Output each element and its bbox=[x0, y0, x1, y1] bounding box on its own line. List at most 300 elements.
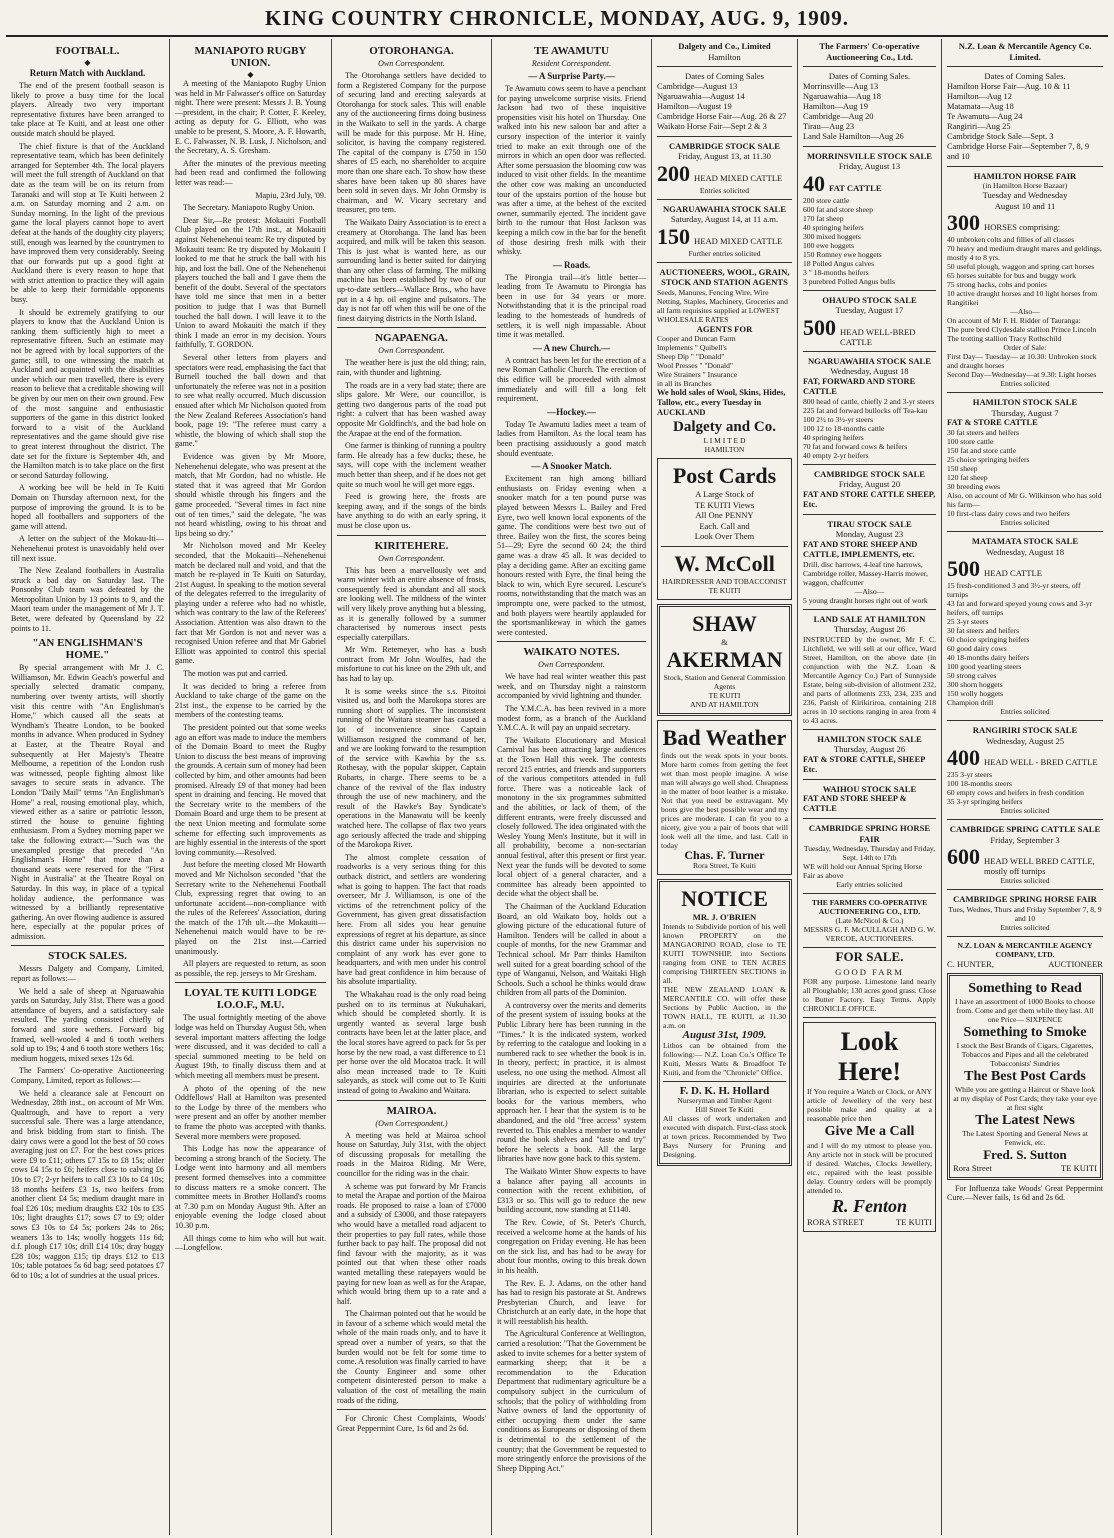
paragraph: A meeting was held at Mairoa school house on Saturday, July 31st, with the object of discussing proposals for metalling the roads in the Mairoa Riding. Mr Were, councillor for the riding was in the chair. bbox=[337, 1130, 486, 1178]
stock-sales-heading: STOCK SALES. bbox=[48, 950, 127, 963]
paragraph: The usual fortnightly meeting of the above lodge was held on Thursday August 5th, when several important matters affecting the lodge were discussed, and it was decided to call a special summoned meeting to be held on August 19th, to finally discuss them and at which meeting all members must be present. bbox=[175, 1013, 326, 1080]
paragraph: The Waikato Elocutionary and Musical Carnival has been attracting large audiences at the Town Hall this week. The contests record 215 entries, and friends and supporters of the various competitors attended in full force. There was a noticeable lack of monotony in the six programmes submitted and the abilities, or lack of them, of the different entrants, were freely discussed and closely followed. The idea originated with the Wesley Young Men's Institute, but it will in all probability, become a non-sectarian annual festival, after this present or first year. Next year the funds will be devoted to some local object of a general character, and a committee has already been appointed to decide what the object shall be. bbox=[497, 735, 646, 899]
subheading: — A Surprise Party.— bbox=[528, 71, 615, 81]
paragraph: Mapiu, 23rd July, '09. bbox=[255, 190, 326, 200]
paragraph: Messrs Dalgety and Company, Limited, report as follows:— bbox=[11, 964, 164, 984]
date-item: Tirau—Aug 23 bbox=[803, 121, 855, 131]
paragraph: The Farmers' Co-operative Auctioneering Company, Limited, report as follows:— bbox=[11, 1066, 164, 1085]
head-item: HEAD MIXED CATTLE bbox=[694, 235, 783, 246]
ad-call: Give Me a Call bbox=[824, 1124, 915, 1139]
head-count: 500 bbox=[947, 556, 980, 581]
dates-list bbox=[803, 82, 936, 142]
sale-date: Friday, August 20 bbox=[838, 479, 901, 489]
sale-title: CAMBRIDGE STOCK SALE bbox=[813, 468, 926, 479]
sutton-ad bbox=[947, 973, 1103, 1180]
paragraph: A letter on the subject of the Mokau-Iti—Nehenehenui protest is unavoidably held over till next issue. bbox=[11, 534, 164, 563]
subheading: —Hockey.— bbox=[547, 406, 596, 417]
sale-list bbox=[947, 581, 1103, 707]
head-item: FAT CATTLE bbox=[829, 182, 882, 193]
dates-title: Dates of Coming Sales. bbox=[984, 71, 1066, 81]
sale-title: HAMILTON STOCK SALE bbox=[817, 733, 922, 744]
head-item: HEAD CATTLE bbox=[984, 568, 1042, 578]
sale-body: INSTRUCTED by the owner, Mr F. C. Litchfield, we will sell at our office, Ward Street, Hamilton, on the above date (in conjunction with the N.Z. Loan & Mercantile Agency Co.) Part of Sunnyside Estate, being sub-division of allotment 232, and parts of allotments 233, 234, 235 and 236, Parish of Kirikiriroa, containing 218 acres in 10 sections ranging in area from 4 to 43 acres. bbox=[803, 634, 936, 725]
head-count: 40 bbox=[803, 170, 825, 196]
list-item: 100 good yearling steers bbox=[947, 662, 1022, 671]
sale-title: MORRINSVILLE STOCK SALE bbox=[807, 150, 932, 161]
ad-title: Bad Weather bbox=[662, 725, 787, 750]
date-item: Hamilton—August 19 bbox=[657, 101, 732, 111]
paragraph: The Agricultural Conference at Wellington, carried a resolution: "That the Government be asked to invite schemes for a better system of earmarking sheep; that it be a recommendation to the Education Department that rudimentary agriculture be a compulsory subject in the curriculum of schools; that the policy of withholding from Native owners of land the opportunity of either occupying them under the same conditions as Europeans or disposing of them is detrimental to the settlement of the country; that the Government be requested to more stringently enforce the provisions of the Sheep Dipping Act." bbox=[497, 1329, 646, 1473]
paragraph: A controversy over the merits and demerits of the present system of issuing books at the Public Library here has been running in the "Times." It is the indicated system, worked by referring to the catalogue and looking in a numbered rack to see whether the book is in. In theory, perfect; in practice, it is almost useless, no one using the method. Almost all inquiries are directed at the unfortunate librarian, who is expected to select suitable books for the various members, who approach her. I hear that the system is to be abandoned, and the old "free access" system reverted to. This enables a member to wander round the book shelves and "taste and try" before he selects a book. All the large libraries have now gone back to this system. bbox=[497, 1000, 646, 1164]
entries-note: Entries solicited bbox=[1000, 707, 1050, 716]
ad-body: I stock the Best Brands of Cigars, Cigarettes, Tobaccos and Pipes and all the celebrated Tobacconists' Sundries bbox=[956, 1040, 1094, 1068]
paragraph: Mr Wm. Retemeyer, who has a bush contract from Mr John Woulfes, had the misfortune to cut his knee on the 29th ult, and has had to lay up. bbox=[337, 645, 486, 684]
sale-title: CAMBRIDGE SPRING HORSE FAIR bbox=[953, 894, 1097, 904]
sale-item: FAT AND STORE SHEEP AND CATTLE, IMPLEMENTS, etc. bbox=[803, 539, 918, 559]
list-item: 70 heavy and medium draught mares and geldings, mostly 4 to 8 yrs. bbox=[947, 244, 1102, 262]
farmers-coop-footer: THE FARMERS CO-OPERATIVE AUCTIONEERING CO., LTD. bbox=[811, 898, 928, 916]
date-item: Cambridge Horse Fair—September 7, 8, 9 and 10 bbox=[947, 141, 1090, 161]
date-item: Cambridge—August 13 bbox=[657, 81, 738, 91]
ad-line: TE KUITI Views bbox=[694, 499, 755, 510]
paragraph: The end of the present football season is likely to prove a busy time for the local players. Already two very important representative fixtures have been arranged to take place at Te Kuiti, and at least one other outside match should be played. bbox=[11, 81, 164, 138]
sale-date: Thursday, August 26 bbox=[833, 624, 906, 634]
sale-headline bbox=[947, 211, 1103, 235]
dalgety-title: Dalgety and Co., Limited bbox=[678, 41, 771, 51]
mccoll-name: W. McColl bbox=[674, 550, 775, 576]
sale-date: Thursday, August 26 bbox=[833, 744, 906, 754]
agents-list bbox=[657, 334, 792, 388]
date-item: Waikato Horse Fair—Sept 2 & 3 bbox=[657, 121, 767, 131]
sale-body: Also, on account of Mr G. Wilkinson who has sold his farm— bbox=[947, 491, 1102, 509]
list-item: 235 3-yr steers bbox=[947, 770, 993, 779]
list-item: 300 shorn hoggets bbox=[947, 680, 1003, 689]
auctioneer-role: AUCTIONEER bbox=[1048, 958, 1103, 969]
ad-title: Post Cards bbox=[672, 463, 777, 488]
agent-item: Sheep Dip " "Donald" bbox=[657, 352, 725, 361]
sale-date: Saturday, August 14, at 11 a.m. bbox=[670, 214, 779, 224]
columns bbox=[6, 39, 1108, 1535]
paragraph: For Influenza take Woods' Great Peppermint Cure.—Never fails, 1s 6d and 2s 6d. bbox=[947, 1183, 1103, 1203]
correspondent-label: (Own Correspondent.) bbox=[375, 1118, 448, 1128]
date-item: Rangiriri—Aug 25 bbox=[947, 121, 1011, 131]
list-item: 150 Romney ewe hoggets bbox=[803, 249, 882, 259]
auctioneers-body: Seeds, Manures, Fencing Wire, Wire Netting, Staples, Machinery, Groceries and all farm requisites supplied at LOWEST WHOLESALE RATES bbox=[657, 287, 788, 324]
shaw-trade: Stock, Station and General Commission Agents bbox=[663, 673, 786, 691]
sale-body: Drill, disc harrows, 4-leaf tine harrows, Cambridge roller, Massey-Harris mower, waggon, chaffcutter bbox=[803, 559, 928, 587]
list-item: 50 useful plough, waggon and spring cart horses bbox=[947, 262, 1095, 271]
sale-item: FAT AND STORE CATTLE SHEEP, Etc. bbox=[803, 489, 936, 509]
ad-title: Something to Read bbox=[968, 980, 1082, 996]
ad-body: If You require a Watch or Clock, or ANY article of Jewellery of the very best possible make and quality at a reasonable price then bbox=[807, 1087, 932, 1123]
list-item: 10 active draught horses and 10 light horses from Rangitikei bbox=[947, 289, 1098, 307]
paragraph: All things come to him who will but wait.—Longfellow. bbox=[175, 1233, 326, 1253]
list-item: 150 sheep bbox=[947, 464, 978, 473]
sale-title: WAIHOU STOCK SALE bbox=[822, 783, 917, 794]
list-item: 43 fat and forward speyed young cows and 3-yr heifers, off turnips bbox=[947, 599, 1093, 617]
auctioneer-line bbox=[947, 959, 1103, 969]
kiritehere-heading: KIRITEHERE. bbox=[374, 539, 449, 552]
list-item: 40 springing heifers bbox=[803, 222, 864, 232]
hollard-name: F. D. K. H. Hollard bbox=[679, 1084, 770, 1097]
list-item: 40 18-months dairy heifers bbox=[947, 653, 1030, 662]
dalgety-place: Hamilton bbox=[708, 51, 741, 62]
sale-date: August 10 and 11 bbox=[994, 200, 1056, 211]
list-item: 60 choice springing heifers bbox=[947, 635, 1030, 644]
paragraph: It should be extremely gratifying to our players to know that the Auckland Union is ranking them sufficiently high to meet a representative fifteen. Such an estimate may not be agreed with by local supporters of the game; still, to one witnessing the match at Auckland and acquainted with the disabilities under which our men travelled, there is every reason to believe that a creditable showing will be given by our men on their own ground. Few of the most sanguine and enthusiastic supporters of the game in this district looked forward to a visit of the Auckland representatives and the game should give rise to great interest throughout the district. The date set for the fixture is September 4th, and the Hamilton match is to take place on the first or second Saturday following. bbox=[11, 307, 164, 480]
hollard-body: All classes of work undertaken and executed with dispatch. First-class stock at town prices. Recommended by Two Bays Nursery for Pruning and Designing. bbox=[663, 1114, 786, 1159]
list-item: 600 fat and store sheep bbox=[803, 204, 874, 214]
sale-date: Tues, Wednes, Thurs and Friday September 7, 8, 9 and 10 bbox=[948, 904, 1102, 923]
sale-title: NGARUAWAHIA STOCK SALE bbox=[662, 203, 787, 214]
ad-body: The Latest Sporting and General News at Fenwick, etc. bbox=[962, 1128, 1088, 1147]
date-item: Hamilton—Aug 12 bbox=[947, 91, 1012, 101]
list-item: 75 strong hacks, cobs and ponies bbox=[947, 280, 1047, 289]
head-item: HEAD MIXED CATTLE bbox=[694, 172, 783, 183]
sale-body: WE will hold our Annual Spring Horse Fair as above bbox=[803, 862, 922, 880]
ad-line: A Large Stock of bbox=[695, 489, 754, 499]
list-item: 30 fat steers and heifers bbox=[947, 428, 1020, 437]
sale-headline bbox=[947, 845, 1103, 876]
list-item: 3 " 18-months heifers bbox=[803, 267, 869, 277]
paragraph: The weather here is just the old thing; rain, rain, with thunder and lightning. bbox=[337, 358, 486, 378]
sale-title: NGARUAWAHIA STOCK SALE bbox=[807, 355, 932, 366]
column-4 bbox=[492, 39, 652, 1535]
agent-item: Implements " Quibell's bbox=[657, 343, 727, 352]
place: TE KUITI bbox=[1060, 1162, 1097, 1173]
paragraph: All players are requested to return, as soon as possible, the rep. jerseys to Mr Gresham. bbox=[175, 959, 326, 978]
head-count: 500 bbox=[803, 314, 836, 340]
also-label: —Also— bbox=[1010, 307, 1040, 316]
list-item: 100 18-months steers bbox=[947, 779, 1012, 788]
hollard-trade: Nurseryman and Timber Agent bbox=[677, 1096, 772, 1105]
date-item: Morrinsville—Aug 13 bbox=[803, 81, 879, 91]
paragraph: The Chairman of the Auckland Education Board, an old Waikato boy, holds out a glowing picture of the educational future of Hamilton. Tenders will be called in about a couple of months, for the new Grammar and Technical school. Mr Parr thinks Hamilton well suited for a great boarding school of the type of Wanganui, Nelson, and Waitaki High Schools. Such a school he thinks would draw children from all parts of the Dominion. bbox=[497, 901, 646, 998]
auctioneers-title: AUCTIONEERS, WOOL, GRAIN, STOCK AND STATION AGENTS bbox=[659, 266, 790, 287]
ad-title: Look Here! bbox=[837, 1027, 902, 1086]
ad-body: finds out the weak spots in your boots. More harm comes from getting the feet wet than most people imagine. A wise man will always go well shod. Cheapness in the matter of boot leather is a mistake. Not that you need be extravagant. My boots give the best possible wear and my prices are moderate. I can fit you to a nicety, give you a pair of boots that will look well all the time, and last. Call in today bbox=[661, 751, 788, 850]
list-item: 225 fat and forward bullocks off Tea-kau bbox=[803, 405, 928, 415]
sale-headline bbox=[657, 162, 792, 186]
street: Rora Street bbox=[953, 1162, 992, 1173]
sale-body: The trotting stallion Tracy Rothschild bbox=[947, 334, 1062, 343]
street: RORA STREET bbox=[807, 1217, 865, 1227]
agent-item: in all its Branches bbox=[657, 379, 712, 388]
paragraph: After the minutes of the previous meeting had been read and confirmed the following letter was read:— bbox=[175, 158, 326, 187]
head-count: 150 bbox=[657, 223, 690, 249]
date-item: Hamilton Horse Fair—Aug. 10 & 11 bbox=[947, 81, 1071, 91]
sale-list bbox=[947, 428, 1103, 491]
ad-address bbox=[953, 1163, 1097, 1173]
bad-weather-ad bbox=[657, 720, 792, 875]
list-item: 170 fat sheep bbox=[803, 213, 844, 223]
sale-body: 10 first-class dairy cows and two heifers bbox=[947, 509, 1070, 518]
column-6 bbox=[798, 39, 942, 1535]
paragraph: A scheme was put forward by Mr Francis to metal the Arapae and portion of the Mairoa roads. He proposed to raise a loan of £7000 and a subsidy of £3000, and those ratepayers who would have a metalled road adjacent to their properties to pay full rates, while those further back to pay half. The proposal did not find favour with the majority, as it was pointed out that when these other roads wanted metalling these ratepayers would be paying for new loan as well as for the Arapae, which would bring them up to a rate and a half. bbox=[337, 1181, 486, 1306]
order-body: First Day— Tuesday— at 10.30: Unbroken stock and draught horses bbox=[947, 352, 1097, 370]
sale-item: FAT AND STORE SHEEP & CATTLE bbox=[803, 794, 907, 813]
sale-title: LAND SALE AT HAMILTON bbox=[813, 613, 926, 624]
paragraph: Excitement ran high among billiard enthusiasts on Friday evening when a snooker match for a ten pound purse was played between Messrs L. Bailey and Fred Eyre, two well known local exponents of the game. The conditions were best two out of three. Bailey won the first, the scores being 51—29; Eyre the second 60 24; the third game was a draw 45 all. It was decided to play a deciding game. After an exciting game honours rested with Eyre, the final being the black to win, which Eyre secured. Lescure's rooms, notwithstanding that the match was an impromptu one, were packed to the utmost, and both players were heartily applauded for the sportsmanlikeway in which the games were contested. bbox=[497, 474, 646, 637]
notice-body: Intends to Subdivide portion of his well known PROPERTY on the MANGAORINO ROAD, close to TE KUITI TOWNSHIP, into Sections ranging from ONE to TEN ACRES comprising THIRTEEN SECTIONS in all. bbox=[663, 922, 786, 985]
head-count: 600 bbox=[947, 844, 980, 869]
ad-body: and I will do my utmost to please you. Any article not in stock will be procured if desired. Watches, Clocks Jewellery, etc., repaired with the least possible delay. Country orders will be promptly attended to. bbox=[807, 1141, 932, 1195]
sale-date: Monday, August 23 bbox=[835, 529, 904, 539]
mairoa-heading: MAIROA. bbox=[386, 1104, 437, 1117]
sale-item: FAT & STORE CATTLE bbox=[947, 418, 1038, 427]
hollard-address: Hill Street Te Kuiti bbox=[695, 1105, 754, 1114]
correspondent-label: Own Correspondent. bbox=[378, 59, 445, 68]
date-item: Matamata—Aug 18 bbox=[947, 101, 1014, 111]
rugby-union-heading: MANIAPOTO RUGBY UNION. bbox=[194, 45, 307, 69]
list-item: 60 empty cows and heifers in fresh condition bbox=[947, 788, 1084, 797]
sale-date: Thursday, August 7 bbox=[991, 407, 1059, 418]
for-sale-title: FOR SALE. bbox=[835, 949, 904, 964]
paragraph: The Secretary. Maniapoto Rugby Union. bbox=[183, 203, 315, 213]
sale-headline bbox=[803, 172, 936, 196]
list-item: 35 3-yr springing heifers bbox=[947, 797, 1023, 806]
for-sale-sub: GOOD FARM bbox=[835, 966, 904, 977]
date-item: Ngaruawahia—Aug 18 bbox=[803, 91, 881, 101]
sale-body: 5 young draught horses right out of work bbox=[803, 595, 928, 605]
entries-note: Early entries solicited bbox=[836, 880, 903, 889]
list-item: 25 3-yr steers bbox=[947, 617, 989, 626]
sale-date: Wednesday, August 18 bbox=[985, 546, 1065, 557]
list-item: 100 ewe hoggets bbox=[803, 240, 855, 250]
sale-headline bbox=[947, 557, 1103, 581]
entries-note: Entries solicited bbox=[699, 185, 750, 195]
sale-title: CAMBRIDGE STOCK SALE bbox=[668, 140, 781, 151]
also-label: —Also— bbox=[854, 586, 885, 596]
paragraph: We held a sale of sheep at Ngaruawahia yards on Saturday, July 31st. There was a good attendance of buyers, and a satisfactory sale resulted. The yarding consisted chiefly of forward and store wethers. Forward big framed, well-wooled 4 and 6 tooth wethers sold up to 19s; 4 and 6 tooth store wethers 16s; medium hoggets, mixed sexes 12s 6d. bbox=[11, 986, 164, 1063]
place: TE KUITI bbox=[895, 1217, 932, 1227]
list-item: 18 Polled Angus calves bbox=[803, 258, 875, 268]
englishmans-home-heading: "AN ENGLISHMAN'S HOME." bbox=[32, 637, 143, 662]
subheading: — A new Church.— bbox=[532, 342, 611, 353]
paragraph: Just before the meeting closed Mr Howarth moved and Mr Nicholson seconded "that the Secretary write to the Nehenehenui Football Club, expressing regret that owing to an unfortunate accident—non-compliance with the rules of the Referees' Association, during the match of the 17th ult.—the Mokauiti—Nehenehenui match would have to be re-played on the 21st inst.—Carried unanimously. bbox=[175, 860, 326, 956]
paragraph: The New Zealand footballers in Australia struck a bad day on Saturday last. The Ponsonby Club team was defeated by the Metropolitan Union by 13 points to 9, and the Maori team under the management of Mr J. T. Betet, were defeated by Queensland by 22 points to 11. bbox=[11, 566, 164, 633]
sale-body: The pure bred Clydesdale stallion Prince Lincoln bbox=[947, 325, 1097, 334]
paragraph: It was decided to bring a referee from Auckland to take charge of the game on the 21st inst., the expense to be carried by the members of the contesting teams. bbox=[175, 681, 326, 720]
correspondent-label: Resident Correspondent. bbox=[531, 59, 612, 68]
ad-line: All One PENNY bbox=[695, 510, 754, 520]
paragraph: A contract has been let for the erection of a new Roman Catholic Church. The erection of this edifice will be proceeded with almost immediately and will fill a long felt requirement. bbox=[497, 355, 646, 404]
football-subheading: Return Match with Auckland. bbox=[29, 68, 146, 78]
paragraph: A working bee will be held in Te Kuiti Domain on Thursday afternoon next, for the purpose of improving the ground. It is to be hoped all footballers and supporters of the game will attend. bbox=[11, 483, 164, 531]
nz-loan-title: N.Z. Loan & Mercantile Agency Co. Limited. bbox=[958, 41, 1092, 62]
agent-item: Wool Presses " "Donald" bbox=[657, 361, 733, 370]
sale-date: Friday, August 13 bbox=[838, 161, 901, 171]
paragraph: The Rev. Cowie, of St. Peter's Church, received a welcome home at the hands of his congregation on Friday evening. He has been on the sick list, and has had to be away for about four months, owing to this break down in his health. bbox=[497, 1217, 646, 1275]
date-item: Cambridge Horse Fair—Aug. 26 & 27 bbox=[657, 111, 787, 121]
head-count: 300 bbox=[947, 210, 980, 235]
sale-list bbox=[947, 235, 1103, 307]
waikato-notes-heading: WAIKATO NOTES. bbox=[523, 646, 620, 659]
column-7 bbox=[942, 39, 1108, 1535]
paragraph: Evidence was given by Mr Moore, Nehenehenui delegate, who was present at the match, that Mr Gordon, had no whistle. He stated that it was agreed that Mr Gordon should whistle through his fingers and the game proceeded. "Several times in fact nine out of ten times," said the delegate, "he was not heard whistling, owing to his throat and lips being so dry." bbox=[175, 451, 326, 538]
shaw-also: AND AT HAMILTON bbox=[690, 700, 759, 709]
sale-sub: (in Hamilton Horse Bazaar) bbox=[982, 181, 1068, 190]
column-2: MANIAPOTO RUGBY UNION. ◆ A meeting of the Maniapoto Rugby Union was held in Mr Falwasser's office on Saturday night. There were present: Messrs J. B. Young—president, in the chair; P. Cotter, F. Keeley, acting as deputy for G. Elliott, who was unable to be present, S. Moore, A. F. Howarth, E. C. Falwasser, N. B. Lusk, J. Nicholson, and the Secretary, A. S. Gresham. After the minutes of the previous meeting had been read and confirmed the following letter was read:— Mapiu, 23rd July, '09. The Secretary. Maniapoto Rugby Union. Dear Sir,—Re protest: Mokauiti Football Club played on the 17th inst., at Mokauiti against Nehenehenui team: Re try disputed by Mokauiti team: Re try disputed by Mokauiti I looked to me that he struck the ball with his hip, and lost the ball. One of the Nehenehenui players touched the ball and I gave them the benefit of the doubt. Several of the spectators have told me since that men in a better position to judge that I was that Burnell touched the ball down. I will leave it to the Union to award Mokauiti the match if they think I made an error in my decision. Yours faithfully, T. GORDON. Several other letters from players and spectators were read, emphasising the fact that Burnell touched the ball down and that unfortunately the referee was not in a position to see what really occurred. Much discussion ensued after which Mr Nicholson quoted from the New Zealand Referees Association's hand book, page 19: "The referee must carry a whistle, the blowing of which shall stop the game." Evidence was given by Mr Moore, Nehenehenui delegate, who was present at the match, that Mr Gordon, had no whistle. He stated that it was agreed that Mr Gordon should whistle through his fingers and the game proceeded. "Several times in fact nine out of ten times," said the delegate, "he was not heard whistling, owing to his throat and lips being so dry." Mr Nicholson moved and Mr Keeley seconded, that the Mokauiti—Nehenehenui match be declared null and void, and that the match be re-played in Te Kuiti on Saturday, 21st August. In speaking to the motion several of the delegates referred to the irregularity of playing under a referee who had no whistle, which was contrary to the law of the Referees' Association. Attention was also drawn to the fact that Mr Gordon is not and never was a recognised Union referee and that Mr Gabriel Elliott was appointed to control this special game. The motion was put and carried. It was decided to bring a referee from Auckland to take charge of the game on the 21st inst., the expense to be carried by the members of the contesting teams. The president pointed out that some weeks ago an effort was made to induce the members of the Domain Board to meet the Rugby Union to discuss the best means of improving the grounds. A certain sum of money had been collected by him, and other amounts had been promised. Already £9 of that money had been spent in draining and fencing. He moved that the Secretary write to the members of the Domain Board and urge them to be present at the next Union meeting and formulate some scheme for effecting such improvements as are highly essential in the interests of the sport loving community.—Resolved. Just before the meeting closed Mr Howarth moved and Mr Nicholson seconded "that the Secretary write to the Nehenehenui Football Club, expressing regret that owing to an unfortunate accident—non-compliance with the rules of the Referees' Association, during the match of the 17th ult.—the Mokauiti—Nehenehenui match would have to be re-played on the 21st inst.—Carried unanimously. All players are requested to return, as soon as possible, the rep. jerseys to Mr Gresham. LOYAL TE KUITI LODGE I.O.O.F., M.U. The usual fortnightly meeting of the above lodge was held on Thursday August 5th, when several important matters affecting the lodge were discussed, and it was decided to call a special summoned meeting to be held on August 19th, to finally discuss them and at which meeting all members must be present. A photo of the opening of the new Oddfellows' Hall at Hamilton was presented to the Lodge by three of the members who were present and an offer by another member to frame the photo was accepted with thanks. Several more members were proposed. This Lodge has now the appearance of becoming a strong branch of the Society. The Lodge went into harmony and all members present formed themselves into a committee to discuss matters re a smoke concert. The committee meets in Brother Holland's rooms at 7.30 p.m on Monday August 9th. After an enjoyable evening the lodge closed about 10.30 p.m. All things come to him who will but wait.—Longfellow. bbox=[170, 39, 332, 1535]
order-body: Second Day—Wednesday—at 9.30: Light horses bbox=[947, 370, 1097, 379]
correspondent-label: Own Correspondent. bbox=[378, 553, 445, 563]
list-item: 200 store cattle bbox=[803, 195, 850, 205]
paragraph: It is some weeks since the s.s. Pitoitoi visited us, and both the Marokopa stores are running short of supplies. The inconsistent running of the Waitara steamer has caused a lot of inconvenience since Captain Williamson resigned the command of her, and we are looking forward to the resumption of the service with Kawhia by the s.s. Rothesay, with the popular skipper, Captain Robarts, in charge. There seems to be a chance of the revival of the flax industry through the use of new machinery, and the result of the Hawke's Bay Syndicate's operations in the Manawatu will be keenly watched here. The collapse of flax two years ago seriously affected the trade and shipping of the Marokopa River. bbox=[337, 686, 486, 850]
column-5 bbox=[652, 39, 798, 1535]
list-item: 70 fat and forward cows & heifers bbox=[803, 441, 908, 451]
head-item: HORSES comprising: bbox=[984, 222, 1061, 232]
ad-title: The Latest News bbox=[975, 1112, 1075, 1128]
list-item: 15 fresh-conditioned 3 and 3½-yr steers, off turnips bbox=[947, 581, 1081, 599]
paragraph: The roads are in a very bad state; there are slips galore. Mr Were, our councillor, is getting two dangerous parts of the road put right: a culvert that has been washed away opposite Mr Goldfinch's, and the bad hole on the Arapae at the end of the formation. bbox=[337, 380, 486, 438]
list-item: 100 2½ to 3½-yr steers bbox=[803, 414, 874, 424]
dalgety-brand: Dalgety and Co. bbox=[673, 419, 776, 435]
list-item: 800 head of cattle, chiefly 2 and 3-yr steers bbox=[803, 396, 935, 406]
wool-sales-note: We hold sales of Wool, Skins, Hides, Tallow, etc., every Tuesday in AUCKLAND bbox=[657, 388, 786, 417]
head-item: HEAD WELL - BRED CATTLE bbox=[984, 757, 1098, 767]
paragraph: The chief fixture is that of the Auckland representative team, which has been definitely arranged for September 4th. The local players will meet the full strength of Auckland on that date as the team will be on its return from Taranaki and will stop at Te Kuiti between 2 a.m. on Saturday morning and 2 a.m. on Sunday morning. In the light of the previous game the local players cannot hope to avert defeat at the hands of the doughty city players; still, enough was learned by the countrymen to have improved them very considerably. Seeing that our forwards put up a good fight at Auckland there is every reason to hope that with strict attention to practice they will again be able to keep their formidable opponents busy. bbox=[11, 141, 164, 305]
list-item: 300 mixed hoggets bbox=[803, 231, 861, 241]
sale-title: HAMILTON STOCK SALE bbox=[972, 397, 1078, 407]
date-item: Ngaruawahia—August 14 bbox=[657, 91, 745, 101]
sale-date: Wednesday, August 18 bbox=[830, 366, 909, 376]
sale-date: Tuesday, Wednesday, Thursday and Friday, Sept. 14th to 17th bbox=[803, 844, 936, 862]
entries-note: Entries solicited bbox=[1000, 806, 1050, 815]
paragraph: A meeting of the Maniapoto Rugby Union was held in Mr Falwasser's office on Saturday night. There were present: Messrs J. B. Young—president, in the chair; P. Cotter, F. Keeley, acting as deputy for G. Elliott, who was unable to be present, S. Moore, A. F. Howarth, E. C. Falwasser, N. B. Lusk, J. Nicholson, and the Secretary, A. S. Gresham. bbox=[175, 79, 326, 156]
sale-date: Tuesday and Wednesday bbox=[982, 190, 1068, 200]
ad-title: Something to Smoke bbox=[963, 1024, 1087, 1040]
post-cards-ad bbox=[657, 458, 792, 600]
akerman-name: AKERMAN bbox=[666, 647, 783, 672]
paragraph: We held a clearance sale at Fencourt on Wednesday, 28th inst., on account of Mr Wm. Qualtrough, and have to report a very successful sale. There was a large attendance, and brisk bidding from start to finish. The dairy cows were a good lot the best of 50 cows averaging just on £7. For the best cows prices were £9 to £11; others £7 15s to £8 15s; older cows £4 15s to £6; heifers close to calving £6 10s to £7; 2-yr heifers to call £3 10s to £4 10s; 18 months heifers £3 1s, two heifers from another client £4 5s; medium draught mare in foal £26 10s; medium draughts £32 10s to £35 10s; light draughts £17; sows £7 to £9; older sows £3 10s to £4 5s; porkers 24s to 26s; weaners 13s to 14s; woolly hoggets 11s 6d; d.f. plough £17 10s; drill £14 10s; dray buggy £28 10s; waggon £15; tip drays £12 to £13 10s; table potatoes 5s 6d bag; seed potatoes £7 6d to 10s; a lot of sundries at the usual prices. bbox=[11, 1088, 164, 1280]
sale-title: RANGIRIRI STOCK SALE bbox=[972, 725, 1078, 735]
head-item: HEAD WELL-BRED CATTLE bbox=[840, 326, 916, 347]
list-item: 65 horses suitable for bus and buggy work bbox=[947, 271, 1076, 280]
entries-note: Further entries solicited bbox=[688, 248, 761, 258]
sale-title: HAMILTON HORSE FAIR bbox=[973, 170, 1077, 181]
sale-date: Friday, August 13, at 11.30 bbox=[678, 151, 771, 161]
paragraph: The Waikato Dairy Association is to erect a creamery at Otorohanga. The land has been acquired, and milk will be taken this season. This is just what is wanted here, as our surrounding land is better suited for dairying than any other class of farming. The milking machine has been established by two of our up-to-date settlers—Wallace Bros., who have put in a 4 hp. oil engine and pulsators. The day is not far off when this will be one of the finest dairying districts in the North Island. bbox=[337, 217, 486, 323]
list-item: 40 empty 2-yr heifers bbox=[803, 450, 869, 460]
date-item: Land Sale Hamilton—Aug 26 bbox=[803, 131, 904, 141]
te-awamutu-heading: TE AWAMUTU bbox=[534, 45, 609, 57]
paragraph: The president pointed out that some weeks ago an effort was made to induce the members of the Domain Board to meet the Rugby Union to discuss the best means of improving the grounds. A certain sum of money had been collected by him, and other amounts had been promised. Already £9 of that money had been spent in draining and fencing. He moved that the Secretary write to the members of the Domain Board and urge them to be present at the next Union meeting and formulate some scheme for effecting such improvements as are highly essential in the interests of the sport loving community.—Resolved. bbox=[175, 723, 326, 857]
paragraph: The Otorohanga settlers have decided to form a Registered Company for the purpose of securing land and erecting saleyards at Otorohanga for stock sales. This will enable any of the auctioneering firms doing business in the Waikato to sell in the yards. A charge will be made for this purpose. Mr H. Hine, solicitor, is having the company registered. The capital of the company is £750 in 150 shares of £5 each, no shareholder to acquire more than one share each. To show how these shares have been taken up 80 shares have been sold in seven days. Mr John Ormsby is chairman, and W. Vicary secretary and treasurer, pro tem. bbox=[337, 71, 486, 215]
farmers-coop-title: The Farmers' Co-operative Auctioneering Co., Ltd. bbox=[819, 41, 920, 62]
paragraph: We have had real winter weather this past week, and on Thursday night a rainstorm accompanied by vivid lightning and thunder. bbox=[497, 672, 646, 701]
paragraph: The Whakahau road is the only road being pushed on to its terminus at Nukuhakari, which should be completed shortly. It is urgently wanted as several large bush contracts have been let at the latter place, and the local stores have agreed to pack for 5s per horse by the new road, a vast difference to £1 per horse over the old Mocatoa track. It will also mean increased trade to Te Kuiti saleyards, as stock will come out to Te Kuiti instead of going to Awakino and Waitara. bbox=[337, 990, 486, 1095]
head-item: HEAD WELL BRED CATTLE, mostly off turnips bbox=[984, 856, 1095, 876]
otorohanga-heading: OTOROHANGA. bbox=[369, 45, 454, 57]
for-sale-body: FOR any purpose. Limestone land nearly all Ploughable; 130 acres good grass. Close to Butter Factory. Easy Terms. Apply CHRONICLE OFFICE. bbox=[803, 977, 936, 1013]
paragraph: The Waikato Winter Show expects to have a balance after paying all accounts in connection with the recent exhibition, of £313 or so. This will go to reduce the new building account, now standing at £1140. bbox=[497, 1166, 646, 1215]
dates-title: Dates of Coming Sales. bbox=[828, 71, 911, 81]
subheading: — A Snooker Match. bbox=[531, 461, 612, 472]
auctioneer-name: C. HUNTER, bbox=[947, 958, 995, 969]
fenton-name: R. Fenton bbox=[831, 1196, 908, 1216]
paragraph: This has been a marvellously wet and warm winter with an entire absence of frosts, consequently feed is abundant and all stock are looking well. The mildness of the winter will very likely prove anything but a blessing, as it is generally followed by a summer characterised by numerous insect pests especially caterpillars. bbox=[337, 565, 486, 642]
mccoll-place: TE KUITI bbox=[708, 585, 741, 595]
ngapaenga-heading: NGAPAENGA. bbox=[375, 332, 448, 345]
football-heading: FOOTBALL. bbox=[55, 45, 120, 57]
sale-headline bbox=[803, 316, 936, 347]
mccoll-trade: HAIRDRESSER AND TOBACCONIST bbox=[662, 576, 787, 586]
notice-ad bbox=[657, 879, 792, 1167]
ad-line: Each. Call and bbox=[699, 520, 750, 531]
correspondent-label: Own Correspondent. bbox=[538, 660, 605, 670]
list-item: 100 store cattle bbox=[947, 437, 994, 446]
sale-headline bbox=[657, 225, 792, 249]
notice-body: THE NEW ZEALAND LOAN & MERCANTILE CO. will offer these Sections by Public Auction, in the TOWN HALL, TE KUITI, at 11.30 a.m. on bbox=[663, 985, 786, 1030]
list-item: 25 choice springing heifers bbox=[947, 455, 1030, 464]
head-count: 200 bbox=[657, 160, 690, 186]
list-item: 50 strong calves bbox=[947, 671, 997, 680]
paragraph: The Y.M.C.A. has been revived in a more modest form, as a branch of the Auckland Y.M.C.A. It will pay an unpaid secretary. bbox=[497, 704, 646, 733]
paragraph: The Chairman pointed out that he would be in favour of a scheme which would metal the whole of the main roads only, and to have it spread over a number of years, so that the burden would not be felt for some time to come. A resolution was finally carried to have the County Engineer and some other competent disinterested person to make a valuation of the cost of metalling the main roads of the riding. bbox=[337, 1309, 486, 1405]
shaw-place: TE KUITI bbox=[708, 691, 741, 700]
paragraph: Mr Nicholson moved and Mr Keeley seconded, that the Mokauiti—Nehenehenui match be declared null and void, and that the match be re-played in Te Kuiti on Saturday, 21st August. In speaking to the motion several of the delegates referred to the irregularity of playing under a referee who had no whistle, which was contrary to the law of the Referees' Association. Attention was also drawn to the fact that Mr Gordon is not and never was a recognised Union referee and that Mr Gabriel Elliott was appointed to control this special game. bbox=[175, 541, 326, 666]
entries-note: Entries solicited bbox=[1000, 379, 1050, 388]
sale-list bbox=[803, 196, 936, 286]
paragraph: By special arrangement with Mr J. C. Williamson, Mr. Edwin Geach's powerful and specially selected dramatic company, numbering over twenty artists, will shortly visit this centre with "An Englishman's Home," which caused all the seats at Wyndham's Theatre London, to be booked months in advance. When produced in Sydney at Easter, at the Theatre Royal and subsequently at Her Majesty's Theatre Melbourne, a repetition of the London rush was witnessed, people fighting almost like savages to secure seats in advance. The London "Daily Mail" terms "An Englishman's Home" a real, rousing emotional play, which, viewed either as a satire or patriotic lesson, stirred the house to genuine fighting enthusiasm. From a Sydney morning paper we take the following extract:—"Such was the unexampled prestige that preceded "An Englishman's Home" that more than a thousand seats were reserved for the "First Night in Australia" at the Theatre Royal on Saturday. In this way, in place of a typical holiday audience, the performance was witnessed by a brilliantly representative gathering. An over flowing audience is assured here, especially at the popular prices of admission. bbox=[11, 663, 164, 941]
paragraph: The motion was put and carried. bbox=[183, 669, 288, 679]
notice-date: August 31st, 1909. bbox=[682, 1029, 767, 1041]
list-item: 30 breeding ewes bbox=[947, 482, 1001, 491]
notice-title: NOTICE bbox=[681, 885, 768, 911]
date-item: Cambridge Stock Sale—Sept. 3 bbox=[947, 131, 1054, 141]
sale-title: TIRAU STOCK SALE bbox=[827, 518, 912, 529]
sale-title: OHAUPO STOCK SALE bbox=[822, 294, 917, 305]
ampersand: & bbox=[721, 636, 728, 647]
sale-list bbox=[947, 770, 1103, 806]
paragraph: This Lodge has now the appearance of becoming a strong branch of the Society. The Lodge went into harmony and all members present formed themselves into a committee to discuss matters re a smoke concert. The committee meets in Brother Holland's rooms at 7.30 p.m on Monday August 9th. After an enjoyable evening the lodge closed about 10.30 p.m. bbox=[175, 1144, 326, 1230]
sale-body: On account of Mr F. H. Ridder of Tauranga: bbox=[947, 316, 1081, 325]
paragraph: Several other letters from players and spectators were read, emphasising the fact that Burnell touched the ball down and that unfortunately the referee was not in a position to see what really occurred. Much discussion ensued after which Mr Nicholson quoted from the New Zealand Referees Association's hand book, page 19: "The referee must carry a whistle, the blowing of which shall stop the game." bbox=[175, 353, 326, 449]
date-item: Te Awamutu—Aug 24 bbox=[947, 111, 1023, 121]
ad-title: The Best Post Cards bbox=[964, 1068, 1086, 1084]
sutton-name: Fred. S. Sutton bbox=[983, 1146, 1067, 1162]
look-here-ad bbox=[803, 1022, 936, 1232]
list-item: 120 fat sheep bbox=[947, 473, 988, 482]
ad-address bbox=[807, 1217, 932, 1227]
dalgety-hamilton: HAMILTON bbox=[704, 445, 745, 454]
paragraph: For Chronic Chest Complaints, Woods' Great Peppermint Cure, 1s 6d and 2s 6d. bbox=[337, 1414, 486, 1433]
paragraph: A photo of the opening of the new Oddfellows' Hall at Hamilton was presented to the Lodge by three of the members who were present and an offer by another member to frame the photo was accepted with thanks. Several more members were proposed. bbox=[175, 1083, 326, 1141]
shaw-akerman-ad bbox=[657, 604, 792, 717]
list-item: Champion drill bbox=[947, 698, 994, 707]
paragraph: Today Te Awamutu ladies meet a team of ladies from Hamilton. As the local team has been practising assiduously a good match should eventuate. bbox=[497, 419, 646, 458]
paragraph: One farmer is thinking of running a poultry farm. He already has a few ducks; these, he says, will cope with the inclement weather much better than sheep, and if he does not get quite so much wool he will get more eggs. bbox=[337, 441, 486, 489]
notice-name: MR. J. O'BRIEN bbox=[692, 911, 757, 922]
paragraph: Dear Sir,—Re protest: Mokauiti Football Club played on the 17th inst., at Mokauiti against Nehenehenui team: Re try disputed by Mokauiti team: Re try disputed by Mokauiti I looked to me that he struck the ball with his hip, and lost the ball. One of the Nehenehenui players touched the ball and I gave them the benefit of the doubt. Several of the spectators have told me since that men in a better position to judge that I was that Burnell touched the ball down. I will leave it to the Union to award Mokauiti the match if they think I made an error in my decision. Yours faithfully, T. GORDON. bbox=[175, 215, 326, 350]
agent-item: Cooper and Duncan Farm bbox=[657, 334, 736, 343]
entries-note: Entries solicited bbox=[1000, 876, 1050, 885]
farmers-coop-footer: (Late McNicol & Co.) bbox=[835, 916, 904, 925]
paragraph: Te Awamutu cows seem to have a penchant for paying unwelcome surprise visits. Friend Jackson had two of these inquisitive propensities visit his hotel on Thursday. One walked into his new saloon bar and after a cursory inspection of the interior it vainly tried to make an exit through one of the mirrors in which an open door was reflected. After some persuasion the blooming cow was induced to visit other fields. In the meantime the other cow was making an unconducted tour of the upstairs portion of the house but was after a time, at the behest of the excited owner, summarily ejected. The incident gave birth to the rumour that Host Jackson was keeping a milch cow in the bar for the benefit of those desiring fresh milk with their whisky. bbox=[497, 84, 646, 257]
column-1: FOOTBALL. ◆ Return Match with Auckland. The end of the present football season is likely to prove a busy time for the local players. Already two very important representative fixtures have been arranged to take place at Te Kuiti, and at least one other outside match should be played. The chief fixture is that of the Auckland representative team, which has been definitely arranged for September 4th. The local players will meet the full strength of Auckland on that date as the team will be on its return from Taranaki and will stop at Te Kuiti between 2 a.m. on Saturday morning and 2 a.m. on Sunday morning. In the light of the previous game the local players cannot hope to avert defeat at the hands of the doughty city players; still, enough was learned by the countrymen to have improved them very considerably. Seeing that our forwards put up a good fight at Auckland there is every reason to hope that with strict attention to practice they will again be able to keep their formidable opponents busy. It should be extremely gratifying to our players to know that the Auckland Union is ranking them sufficiently high to meet a representative fifteen. Such an estimate may not be agreed with by local supporters of the game; still, to one witnessing the match at Auckland and acquainted with the disabilities under which our men travelled, there is every reason to believe that a creditable showing will be given by our men on their own ground. Few of the most sanguine and enthusiastic supporters of the game in this district looked forward to a visit of the Auckland representatives and the game should give rise to great interest throughout the district. The date set for the fixture is September 4th, and the Hamilton match is to take place on the first or second Saturday following. A working bee will be held in Te Kuiti Domain on Thursday afternoon next, for the purpose of improving the ground. It is to be hoped all footballers and supporters of the game will attend. A letter on the subject of the Mokau-Iti—Nehenehenui protest is unavoidably held over till next issue. The New Zealand footballers in Australia struck a bad day on Saturday last. The Ponsonby Club team was defeated by the Metropolitan Union by 13 points to 9, and the Maori team under the management of Mr J. T. Betet, were defeated by Queensland by 22 points to 11. "AN ENGLISHMAN'S HOME." By special arrangement with Mr J. C. Williamson, Mr. Edwin Geach's powerful and specially selected dramatic company, numbering over twenty artists, will shortly visit this centre with "An Englishman's Home," which caused all the seats at Wyndham's Theatre London, to be booked months in advance. When produced in Sydney at Easter, at the Theatre Royal and subsequently at Her Majesty's Theatre Melbourne, a repetition of the London rush was witnessed, people fighting almost like savages to secure seats in advance. The London "Daily Mail" terms "An Englishman's Home" a real, rousing emotional play, which, viewed either as a satire or patriotic lesson, stirred the house to genuine fighting enthusiasm. From a Sydney morning paper we take the following extract:—"Such was the unexampled prestige that preceded "An Englishman's Home" that more than a thousand seats were reserved for the "First Night in Australia" at the Theatre Royal on Saturday. In this way, in place of a typical holiday audience, the performance was witnessed by a brilliantly representative gathering. An over flowing audience is assured here, especially at the popular prices of admission. STOCK SALES. Messrs Dalgety and Company, Limited, report as follows:— We held a sale of sheep at Ngaruawahia yards on Saturday, July 31st. There was a good attendance of buyers, and a satisfactory sale resulted. The yarding consisted chiefly of forward and store wethers. Forward big framed, well-wooled 4 and 6 tooth wethers sold up to 19s; 4 and 6 tooth store wethers 16s; medium hoggets, mixed sexes 12s 6d. The Farmers' Co-operative Auctioneering Company, Limited, report as follows:— We held a clearance sale at Fencourt on Wednesday, 28th inst., on account of Mr Wm. Qualtrough, and have to report a very successful sale. There was a large attendance, and brisk bidding from start to finish. The dairy cows were a good lot the best of 50 cows averaging just on £7. For the best cows prices were £9 to £11; others £7 15s to £8 15s; older cows £4 15s to £6; heifers close to calving £6 10s to £7; 2-yr heifers to call £3 10s to £4 10s; 18 months heifers £3 1s, two heifers from another client £4 5s; medium draught mare in foal £26 10s; medium draughts £32 10s to £35 10s; light draughts £17; sows £7 to £9; older sows £3 10s to £4 5s; porkers 24s to 26s; weaners 13s to 14s; woolly hoggets 11s 6d; d.f. plough £17 10s; drill £14 10s; dray buggy £28 10s; waggon £15; tip drays £12 to £13 10s; table potatoes 5s 6d bag; seed potatoes £7 6d to 10s; a lot of sundries at the usual prices. bbox=[6, 39, 170, 1535]
sale-title: CAMBRIDGE SPRING HORSE FAIR bbox=[808, 823, 931, 844]
order-title: Order of Sale: bbox=[1003, 343, 1047, 352]
subheading: — Roads. bbox=[552, 259, 591, 270]
dalgety-limited: L I M I T E D bbox=[703, 436, 746, 445]
column-3 bbox=[332, 39, 492, 1535]
list-item: 40 springing heifers bbox=[803, 432, 864, 442]
sale-item: FAT, FORWARD AND STORE CATTLE bbox=[803, 376, 916, 396]
agent-item: Wire Strainers " Insurance bbox=[657, 370, 738, 379]
sale-title: CAMBRIDGE SPRING CATTLE SALE bbox=[949, 824, 1101, 834]
lodge-heading: LOYAL TE KUITI LODGE I.O.O.F., M.U. bbox=[184, 987, 317, 1012]
date-item: Hamilton—Aug 19 bbox=[803, 101, 868, 111]
